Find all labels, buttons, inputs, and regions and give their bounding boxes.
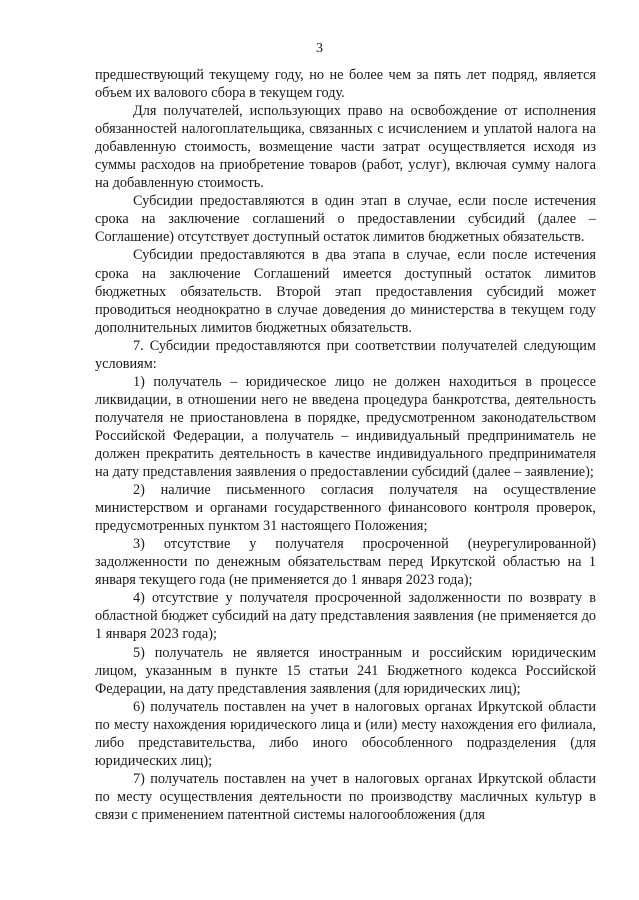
page-number: 3: [316, 41, 323, 56]
condition-7: 7) получатель поставлен на учет в налоговых органах Иркутской области по месту осуществления деятельности по производству масличных культур в связи с применением патентной системы налогообложения (для: [95, 770, 596, 823]
paragraph-vat-exemption: Для получателей, использующих право на освобождение от исполнения обязанностей налогоплательщика, связанных с исчислением и уплатой налога на добавленную стоимость, возмещение части затрат осуществляется исходя из суммы расходов на приобретение товаров (работ, услуг), включая сумму налога на добавленную стоимость.: [95, 103, 596, 192]
paragraph-continuation: предшествующий текущему году, но не более чем за пять лет подряд, является объем их валового сбора в текущем году.: [95, 67, 596, 102]
condition-4: 4) отсутствие у получателя просроченной задолженности по возврату в областной бюджет субсидий на дату представления заявления (не применяется до 1 января 2023 года);: [95, 590, 596, 643]
condition-5: 5) получатель не является иностранным и российским юридическим лицом, указанным в пункте 15 статьи 241 Бюджетного кодекса Российской Федерации, на дату представления заявления (для юридических лиц);: [95, 644, 596, 697]
document-body: [95, 66, 596, 824]
clause-7-intro: 7. Субсидии предоставляются при соответствии получателей следующим условиям:: [95, 337, 596, 372]
paragraph-single-stage: Субсидии предоставляются в один этап в случае, если после истечения срока на заключение соглашений о предоставлении субсидий (далее – Соглашение) отсутствует доступный остаток лимитов бюджетных обязательств.: [95, 193, 596, 246]
condition-6: 6) получатель поставлен на учет в налоговых органах Иркутской области по месту нахождения юридического лица и (или) месту нахождения его филиала, либо представительства, либо иного обособленного подразделения (для юридических лиц);: [95, 698, 596, 769]
condition-2: 2) наличие письменного согласия получателя на осуществление министерством и органами государственного финансового контроля проверок, предусмотренных пунктом 31 настоящего Положения;: [95, 482, 596, 535]
condition-3: 3) отсутствие у получателя просроченной (неурегулированной) задолженности по денежным обязательствам перед Иркутской областью на 1 января текущего года (не применяется до 1 января 2023 года);: [95, 536, 596, 589]
paragraph-two-stage: Субсидии предоставляются в два этапа в случае, если после истечения срока на заключение Соглашений имеется доступный остаток лимитов бюджетных обязательств. Второй этап предоставления субсидий может проводиться неоднократно в случае доведения до министерства в текущем году дополнительных лимитов бюджетных обязательств.: [95, 247, 596, 336]
condition-1: 1) получатель – юридическое лицо не должен находиться в процессе ликвидации, в отношении него не введена процедура банкротства, деятельность получателя не приостановлена в порядке, предусмотренном законодательством Российской Федерации, а получатель – индивидуальный предприниматель не должен прекратить деятельность в качестве индивидуального предпринимателя на дату представления заявления о предоставлении субсидий (далее – заявление);: [95, 373, 596, 481]
